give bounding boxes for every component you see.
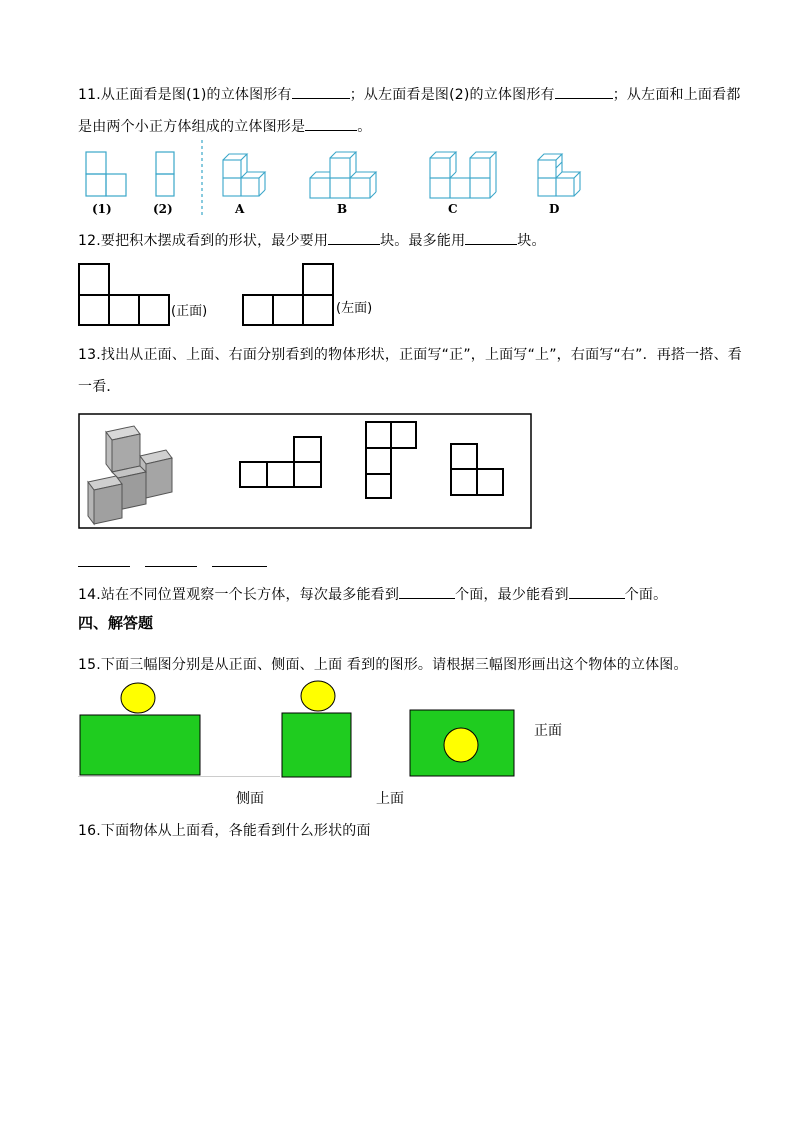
q15-side-view: [280, 680, 360, 780]
q15-baseline: [78, 776, 280, 777]
q11-label-B: B: [337, 202, 348, 216]
q11-text-3: ；从左面和上面看都: [612, 87, 741, 103]
q11-text-4: 是由两个小正方体组成的立体图形是: [78, 119, 306, 135]
q12-blank-2[interactable]: [465, 232, 517, 245]
q11-blank-1[interactable]: [292, 86, 350, 99]
q12-text-3: 块。: [517, 233, 546, 249]
q15-label-top: 上面: [376, 791, 404, 807]
q11-label-A: A: [235, 202, 245, 216]
q11-text-1: 11.从正面看是图(1)的立体图形有: [78, 87, 292, 103]
q12-front-view: [78, 262, 178, 332]
q12-left-label: (左面): [336, 301, 373, 316]
q12-left-view: [242, 262, 342, 332]
q11-text-5: 。: [357, 119, 372, 135]
q14-line: [78, 584, 667, 604]
q14-blank-2[interactable]: [569, 586, 625, 599]
q13-figure-box: [78, 410, 538, 540]
q14-blank-1[interactable]: [399, 586, 455, 599]
q12-front-label: (正面): [171, 304, 208, 319]
q11-label-C: C: [448, 202, 458, 216]
q13-answer-blank-1[interactable]: [78, 566, 130, 567]
q15-front-view: [78, 680, 208, 780]
q14-text-1: 14.站在不同位置观察一个长方体，每次最多能看到: [78, 587, 400, 603]
q11-text-2: ；从左面看是图(2)的立体图形有: [349, 87, 555, 103]
section4-title: 四、解答题: [78, 614, 154, 632]
q12-text-2: 块。最多能用: [380, 233, 466, 249]
q11-line2: [78, 116, 371, 136]
q14-text-3: 个面。: [624, 587, 668, 603]
q11-blank-2[interactable]: [555, 86, 613, 99]
q12-blank-1[interactable]: [328, 232, 380, 245]
q14-text-2: 个面，最少能看到: [455, 587, 569, 603]
q16-line: 16.下面物体从上面看，各能看到什么形状的面: [78, 823, 371, 839]
q11-label-2: (2): [153, 202, 173, 216]
q15-label-side: 侧面: [236, 791, 264, 807]
q15-label-front: 正面: [534, 723, 562, 739]
q13-answer-blank-3[interactable]: [212, 566, 267, 567]
q13-line1: 13.找出从正面、上面、右面分别看到的物体形状，正面写“正”，上面写“上”，右面写“右”．再搭一搭、看: [78, 347, 742, 363]
q11-line1: [78, 84, 741, 104]
q11-label-1: (1): [92, 202, 112, 216]
q13-line2: 一看．: [78, 379, 121, 395]
q11-blank-3[interactable]: [305, 118, 357, 131]
q15-top-view: [408, 708, 518, 788]
q11-label-D: D: [549, 202, 560, 216]
q12-text-1: 12.要把积木摆成看到的形状，最少要用: [78, 233, 329, 249]
q12-line: [78, 230, 546, 250]
q13-answer-blank-2[interactable]: [145, 566, 197, 567]
q15-line: 15.下面三幅图分别是从正面、侧面、上面 看到的图形。请根据三幅图形画出这个物体的立体图。: [78, 657, 688, 673]
